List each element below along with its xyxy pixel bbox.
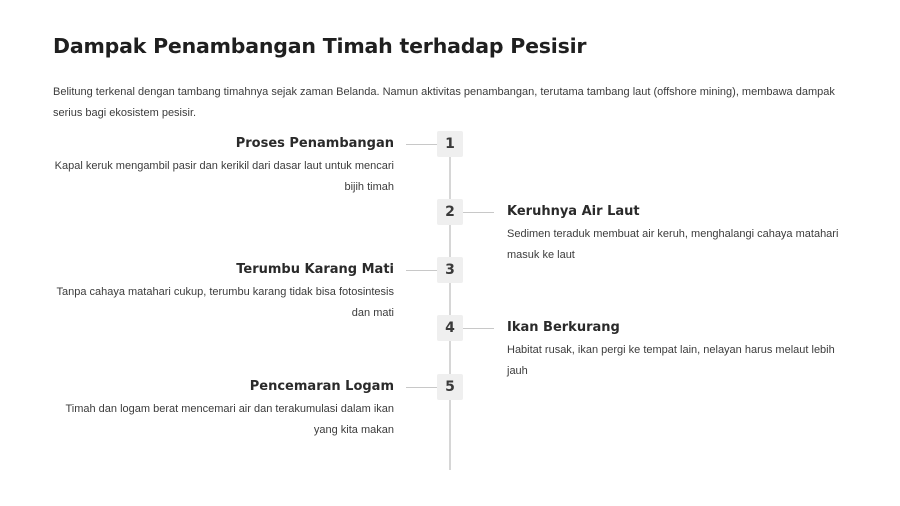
page-title: Dampak Penambangan Timah terhadap Pesisir: [53, 34, 587, 58]
intro-paragraph: Belitung terkenal dengan tambang timahnya sejak zaman Belanda. Namun aktivitas penambangan, terutama tambang laut (offshore mining), membawa dampak serius bagi ekosistem pesisir.: [53, 86, 835, 119]
timeline-step-5: [53, 378, 394, 440]
step-description: Kapal keruk mengambil pasir dan kerikil dari dasar laut untuk mencari bijih timah: [54, 160, 394, 193]
step-description: Timah dan logam berat mencemari air dan terakumulasi dalam ikan yang kita makan: [65, 403, 394, 436]
step-description: Sedimen teraduk membuat air keruh, menghalangi cahaya matahari masuk ke laut: [507, 228, 839, 261]
step-number-badge: 4: [437, 315, 463, 341]
step-number-badge: 2: [437, 199, 463, 225]
timeline-step-3: [53, 261, 394, 323]
step-title: Pencemaran Logam: [249, 379, 394, 394]
step-number-badge: 1: [437, 131, 463, 157]
step-title: Proses Penambangan: [235, 136, 394, 151]
step-connector: [463, 212, 494, 213]
step-title: Ikan Berkurang: [507, 320, 620, 335]
step-number-badge: 3: [437, 257, 463, 283]
timeline-axis: [449, 131, 451, 470]
step-number-badge: 5: [437, 374, 463, 400]
timeline-step-2: [507, 203, 847, 265]
step-connector: [406, 387, 437, 388]
timeline-step-4: [507, 319, 847, 381]
step-connector: [406, 270, 437, 271]
step-title: Terumbu Karang Mati: [236, 262, 394, 277]
step-description: Habitat rusak, ikan pergi ke tempat lain, nelayan harus melaut lebih jauh: [507, 344, 835, 377]
timeline-step-1: [53, 135, 394, 197]
step-description: Tanpa cahaya matahari cukup, terumbu karang tidak bisa fotosintesis dan mati: [56, 286, 394, 319]
step-connector: [406, 144, 437, 145]
step-connector: [463, 328, 494, 329]
step-title: Keruhnya Air Laut: [507, 204, 640, 219]
